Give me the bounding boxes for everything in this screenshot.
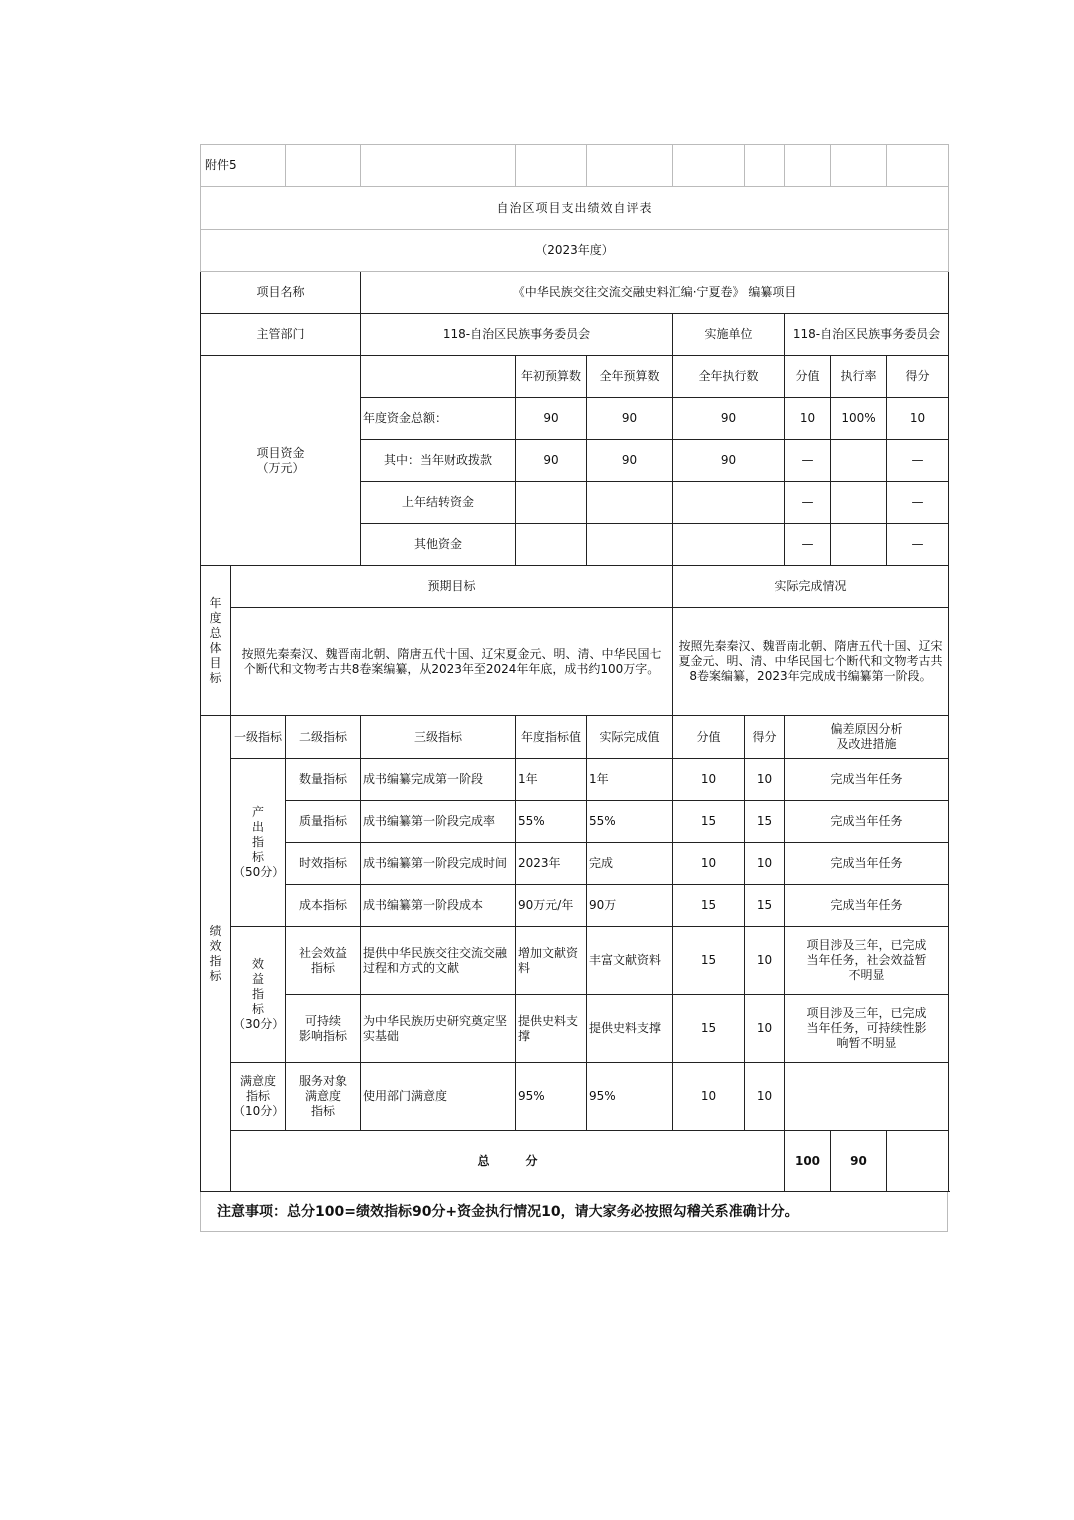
indicator-row: 满意度 指标 （10分） 服务对象 满意度 指标 使用部门满意度 95% 95% 10 10 xyxy=(201,1063,949,1131)
funds-row: 其中：当年财政拨款 90 90 90 — — xyxy=(201,440,949,482)
project-name-label: 项目名称 xyxy=(201,272,361,314)
funds-label: 项目资金 （万元） xyxy=(201,356,361,566)
goals-content-row xyxy=(201,608,949,716)
funds-header: 得分 xyxy=(887,356,949,398)
funds-header: 全年执行数 xyxy=(673,356,785,398)
goals-side-label: 年 度 总 体 目 标 xyxy=(201,566,231,716)
funds-header: 年初预算数 xyxy=(516,356,587,398)
fiscal-year: （2023年度） xyxy=(201,230,949,272)
funds-row: 上年结转资金 — — xyxy=(201,482,949,524)
indicators-side-label: 绩 效 指 标 xyxy=(201,716,231,1192)
indicator-row: 可持续 影响指标 为中华民族历史研究奠定坚实基础 提供史料支撑 提供史料支撑 15 10 项目涉及三年，已完成 当年任务，可持续性影 响暂不明显 xyxy=(201,995,949,1063)
satisfaction-indicator-group: 满意度 指标 （10分） xyxy=(231,1063,286,1131)
benefit-indicator-group: 效 益 指 标 （30分） xyxy=(231,927,286,1063)
total-score: 90 xyxy=(831,1131,887,1192)
attachment-row xyxy=(201,145,949,187)
department-row xyxy=(201,314,949,356)
project-name-value: 《中华民族交往交流交融史料汇编·宁夏卷》 编纂项目 xyxy=(361,272,949,314)
funds-row: 年度资金总额： 90 90 90 10 100% 10 xyxy=(201,398,949,440)
impl-label: 实施单位 xyxy=(673,314,785,356)
indicator-row: 质量指标 成书编纂第一阶段完成率 55% 55% 15 15 完成当年任务 xyxy=(201,801,949,843)
indicators-header-row: 绩 效 指 标 一级指标 二级指标 三级指标 年度指标值 实际完成值 分值 得分 偏差原因分析 及改进措施 xyxy=(201,716,949,759)
expected-goal-label: 预期目标 xyxy=(231,566,673,608)
actual-completion-text: 按照先秦秦汉、魏晋南北朝、隋唐五代十国、辽宋夏金元、明、清、中华民国七个断代和文物考古共8卷案编纂，2023年完成成书编纂第一阶段。 xyxy=(673,608,949,716)
funds-row: 其他资金 — — xyxy=(201,524,949,566)
impl-value: 118-自治区民族事务委员会 xyxy=(785,314,949,356)
output-indicator-group: 产 出 指 标 （50分） xyxy=(231,759,286,927)
dept-value: 118-自治区民族事务委员会 xyxy=(361,314,673,356)
form-title: 自治区项目支出绩效自评表 xyxy=(201,187,949,230)
total-row xyxy=(201,1131,949,1192)
footnote: 注意事项：总分100=绩效指标90分+资金执行情况10，请大家务必按照勾稽关系准确计分。 xyxy=(200,1192,948,1232)
evaluation-table xyxy=(200,144,949,1192)
funds-header: 执行率 xyxy=(831,356,887,398)
funds-header-row xyxy=(201,356,949,398)
actual-completion-label: 实际完成情况 xyxy=(673,566,949,608)
self-evaluation-form xyxy=(200,144,948,1232)
dept-label: 主管部门 xyxy=(201,314,361,356)
indicator-row: 产 出 指 标 （50分） 数量指标 成书编纂完成第一阶段 1年 1年 10 10 完成当年任务 xyxy=(201,759,949,801)
goals-header-row xyxy=(201,566,949,608)
funds-header: 分值 xyxy=(785,356,831,398)
total-score-value: 100 xyxy=(785,1131,831,1192)
total-label: 总 分 xyxy=(231,1131,785,1192)
indicator-row: 效 益 指 标 （30分） 社会效益 指标 提供中华民族交往交流交融过程和方式的文献 增加文献资料 丰富文献资料 15 10 项目涉及三年，已完成 当年任务，社会效益暂 不明显 xyxy=(201,927,949,995)
indicator-row: 时效指标 成书编纂第一阶段完成时间 2023年 完成 10 10 完成当年任务 xyxy=(201,843,949,885)
indicator-row: 成本指标 成书编纂第一阶段成本 90万元/年 90万 15 15 完成当年任务 xyxy=(201,885,949,927)
project-name-row xyxy=(201,272,949,314)
expected-goal-text: 按照先秦秦汉、魏晋南北朝、隋唐五代十国、辽宋夏金元、明、清、中华民国七个断代和文物考古共8卷案编纂，从2023年至2024年年底，成书约100万字。 xyxy=(231,608,673,716)
attachment-label: 附件5 xyxy=(201,145,286,187)
funds-header: 全年预算数 xyxy=(587,356,673,398)
